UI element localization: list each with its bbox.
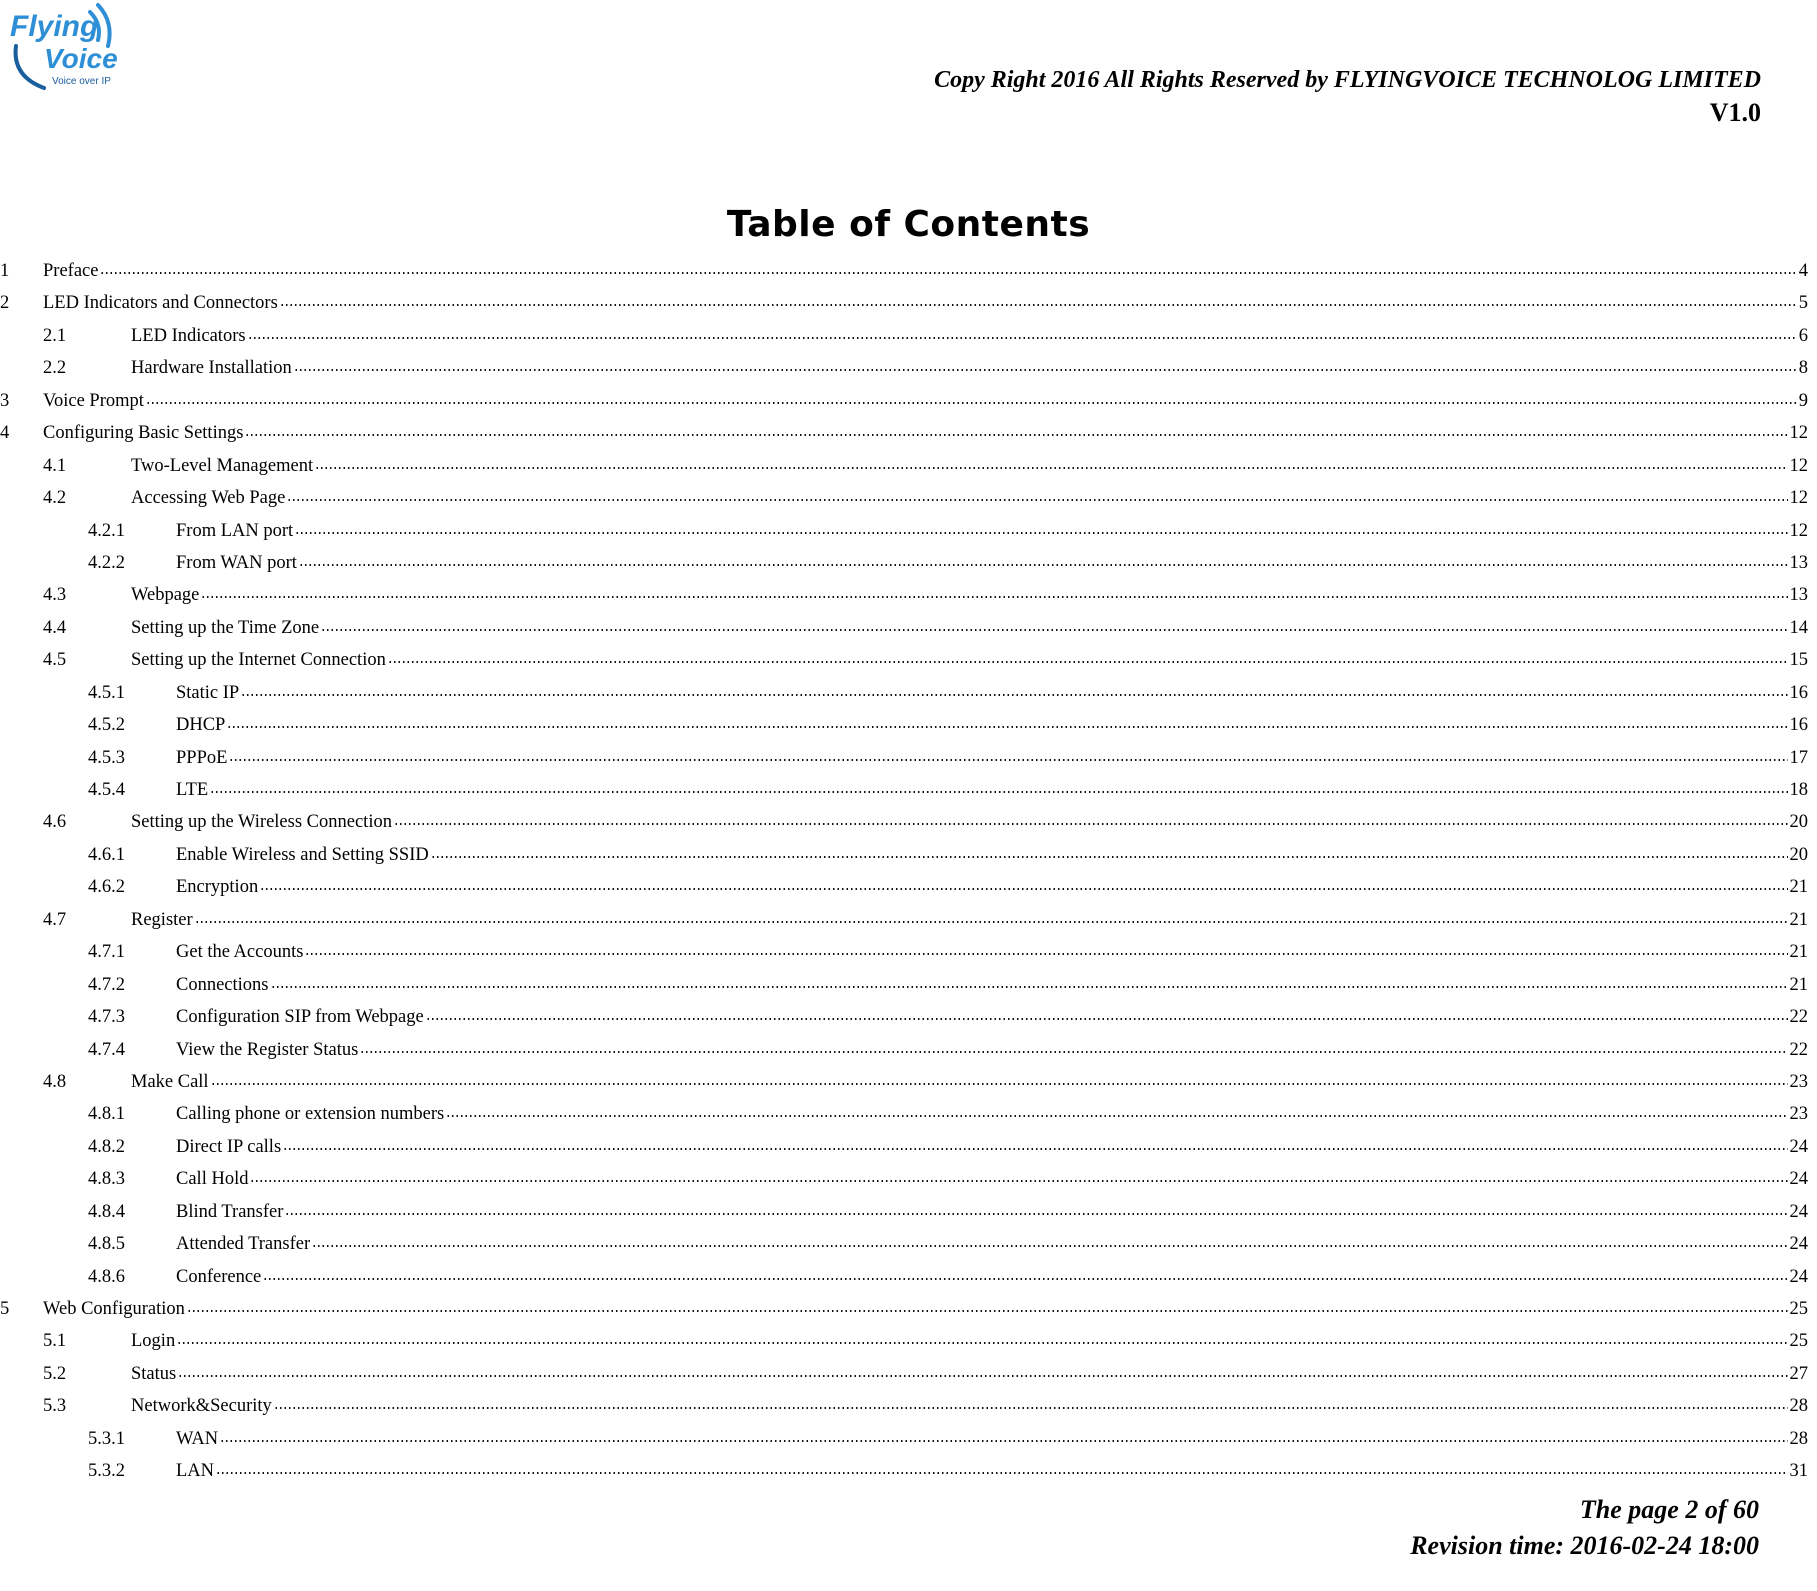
toc-entry-number: 2.1 <box>43 325 67 346</box>
toc-entry-label[interactable]: Encryption <box>176 877 259 898</box>
toc-entry-page[interactable]: 12 <box>1789 423 1808 444</box>
toc-entry-label[interactable]: Setting up the Internet Connection <box>131 650 386 671</box>
toc-entry-page[interactable]: 24 <box>1789 1169 1808 1190</box>
toc-dot-leader <box>211 1082 1788 1087</box>
toc-dot-leader <box>312 1244 1787 1249</box>
toc-entry[interactable] <box>0 1169 1808 1201</box>
toc-dot-leader <box>146 401 1797 406</box>
toc-entry[interactable] <box>0 812 1808 844</box>
toc-entry-number: 4.8.1 <box>88 1104 125 1125</box>
toc-entry-label[interactable]: Blind Transfer <box>176 1201 284 1222</box>
toc-entry-number: 3 <box>0 390 10 411</box>
toc-dot-leader <box>100 271 1796 276</box>
logo-word-voice: Voice <box>44 43 118 74</box>
toc-dot-leader <box>274 1406 1788 1411</box>
toc-entry-number: 5.3 <box>43 1396 67 1417</box>
toc-entry[interactable] <box>0 553 1808 585</box>
toc-entry-number: 2.2 <box>43 358 67 379</box>
toc-entry-number: 4.8.3 <box>88 1169 125 1190</box>
toc-entry[interactable] <box>0 910 1808 942</box>
toc-dot-leader <box>285 1212 1787 1217</box>
toc-entry[interactable] <box>0 780 1808 812</box>
toc-dot-leader <box>287 498 1787 503</box>
toc-entry-page[interactable]: 20 <box>1789 812 1808 833</box>
toc-entry-page[interactable]: 16 <box>1789 715 1808 736</box>
toc-entry[interactable] <box>0 877 1808 909</box>
toc-entry-number: 4.6.1 <box>88 844 125 865</box>
toc-entry-label[interactable]: Conference <box>176 1266 262 1287</box>
toc-entry-number: 4.5.2 <box>88 715 125 736</box>
toc-entry-label[interactable]: Static IP <box>176 682 240 703</box>
toc-entry-number: 4.8.5 <box>88 1234 125 1255</box>
page-info: The page 2 of 60 <box>1579 1495 1759 1524</box>
toc-entry-page[interactable]: 8 <box>1798 358 1808 379</box>
toc-entry-number: 4.5.3 <box>88 747 125 768</box>
toc-entry-label[interactable]: Attended Transfer <box>176 1234 311 1255</box>
toc-entry[interactable] <box>0 975 1808 1007</box>
document-footer <box>1410 1492 1759 1564</box>
toc-entry[interactable] <box>0 488 1808 520</box>
toc-entry-number: 4.7 <box>43 909 67 930</box>
toc-entry[interactable] <box>0 1072 1808 1104</box>
toc-entry-number: 4.7.1 <box>88 942 125 963</box>
toc-entry[interactable] <box>0 1331 1808 1363</box>
toc-entry-label[interactable]: WAN <box>176 1428 219 1449</box>
toc-entry-number: 5.1 <box>43 1331 67 1352</box>
toc-entry-number: 2 <box>0 293 10 314</box>
toc-entry-number: 4.5.4 <box>88 780 125 800</box>
toc-entry-label[interactable]: Enable Wireless and Setting SSID <box>176 844 429 865</box>
toc-entry-number: 5.3.2 <box>88 1461 125 1482</box>
toc-entry-label[interactable]: Voice Prompt <box>43 390 144 411</box>
toc-entry-number: 4.8.6 <box>88 1266 125 1287</box>
toc-entry-label[interactable]: Register <box>131 909 193 930</box>
toc-entry-page[interactable]: 31 <box>1789 1461 1808 1482</box>
toc-entry-number: 4 <box>0 423 10 444</box>
toc-dot-leader <box>388 660 1788 665</box>
toc-entry[interactable] <box>0 1299 1808 1331</box>
toc-dot-leader <box>178 1374 1787 1379</box>
toc-entry-number: 5.2 <box>43 1363 67 1384</box>
toc-entry-number: 4.5 <box>43 650 67 671</box>
toc-entry-page[interactable]: 24 <box>1789 1136 1808 1157</box>
toc-entry-label[interactable]: Get the Accounts <box>176 942 304 963</box>
table-of-contents <box>0 261 1808 1494</box>
toc-entry-page[interactable]: 21 <box>1789 877 1808 898</box>
toc-entry-page[interactable]: 24 <box>1789 1201 1808 1222</box>
toc-entry[interactable] <box>0 358 1808 390</box>
toc-entry-page[interactable]: 25 <box>1789 1331 1808 1352</box>
toc-dot-leader <box>315 466 1787 471</box>
toc-entry-number: 4.2.1 <box>88 520 125 541</box>
toc-entry-page[interactable]: 23 <box>1789 1104 1808 1125</box>
toc-entry-label[interactable]: Setting up the Wireless Connection <box>131 812 392 833</box>
toc-dot-leader <box>280 303 1797 308</box>
toc-entry[interactable] <box>0 1104 1808 1136</box>
toc-entry-number: 4.8 <box>43 1071 67 1092</box>
toc-entry-page[interactable]: 13 <box>1789 552 1808 573</box>
toc-entry[interactable] <box>0 1040 1808 1072</box>
toc-dot-leader <box>201 595 1787 600</box>
toc-entry[interactable] <box>0 942 1808 974</box>
toc-entry[interactable] <box>0 261 1808 293</box>
toc-entry[interactable] <box>0 1137 1808 1169</box>
toc-entry-label[interactable]: Make Call <box>131 1071 209 1092</box>
toc-dot-leader <box>177 1341 1787 1346</box>
toc-dot-leader <box>360 1050 1787 1055</box>
toc-entry-label[interactable]: Direct IP calls <box>176 1136 282 1157</box>
toc-entry-page[interactable]: 4 <box>1798 261 1808 281</box>
toc-dot-leader <box>426 1017 1788 1022</box>
toc-entry-page[interactable]: 17 <box>1789 747 1808 768</box>
toc-entry-label[interactable]: Accessing Web Page <box>131 488 286 509</box>
toc-entry-number: 4.3 <box>43 585 67 606</box>
toc-entry[interactable] <box>0 391 1808 423</box>
toc-entry-label[interactable]: LED Indicators and Connectors <box>43 293 278 314</box>
toc-entry-label[interactable]: Web Configuration <box>43 1299 185 1319</box>
toc-entry-number: 4.7.2 <box>88 974 125 995</box>
toc-entry[interactable] <box>0 650 1808 682</box>
toc-dot-leader <box>431 855 1788 860</box>
toc-dot-leader <box>245 433 1787 438</box>
toc-entry-number: 4.4 <box>43 617 67 638</box>
toc-entry-label[interactable]: Configuration SIP from Webpage <box>176 1007 424 1028</box>
logo-word-flying: Flying <box>10 10 99 43</box>
toc-entry-page[interactable]: 20 <box>1789 844 1808 865</box>
toc-entry-page[interactable]: 21 <box>1789 942 1808 963</box>
toc-entry[interactable] <box>0 1396 1808 1428</box>
toc-entry-page[interactable]: 12 <box>1789 455 1808 476</box>
toc-entry-number: 4.2 <box>43 488 67 509</box>
toc-entry-number: 4.7.3 <box>88 1007 125 1028</box>
toc-entry-page[interactable]: 21 <box>1789 909 1808 930</box>
toc-entry-label[interactable]: LED Indicators <box>131 325 246 346</box>
revision-time: Revision time: 2016-02-24 18:00 <box>1410 1531 1759 1560</box>
toc-entry[interactable] <box>0 1007 1808 1039</box>
toc-dot-leader <box>260 887 1787 892</box>
toc-entry-label[interactable]: PPPoE <box>176 747 228 768</box>
toc-entry-page[interactable]: 28 <box>1789 1428 1808 1449</box>
toc-dot-leader <box>295 531 1787 536</box>
toc-entry[interactable] <box>0 1234 1808 1266</box>
toc-entry[interactable] <box>0 1267 1808 1299</box>
toc-entry-page[interactable]: 22 <box>1789 1007 1808 1028</box>
toc-entry-label[interactable]: Hardware Installation <box>131 358 292 379</box>
toc-dot-leader <box>227 725 1787 730</box>
toc-dot-leader <box>216 1471 1787 1476</box>
toc-entry-number: 4.8.2 <box>88 1136 125 1157</box>
toc-entry-page[interactable]: 28 <box>1789 1396 1808 1417</box>
toc-entry-number: 4.2.2 <box>88 552 125 573</box>
toc-dot-leader <box>299 563 1788 568</box>
document-version: V1.0 <box>1709 98 1761 127</box>
toc-entry-page[interactable]: 13 <box>1789 585 1808 606</box>
toc-entry-page[interactable]: 18 <box>1789 780 1808 800</box>
toc-entry-label[interactable]: Connections <box>176 974 269 995</box>
toc-entry[interactable] <box>0 1364 1808 1396</box>
toc-dot-leader <box>446 1114 1787 1119</box>
toc-entry-number: 5 <box>0 1299 10 1319</box>
toc-entry[interactable] <box>0 1461 1808 1493</box>
toc-dot-leader <box>271 985 1788 990</box>
toc-entry[interactable] <box>0 618 1808 650</box>
toc-entry-page[interactable]: 5 <box>1798 293 1808 314</box>
toc-dot-leader <box>248 336 1797 341</box>
toc-entry[interactable] <box>0 521 1808 553</box>
toc-entry-label[interactable]: LAN <box>176 1461 215 1482</box>
toc-entry-page[interactable]: 22 <box>1789 1039 1808 1060</box>
toc-entry-page[interactable]: 14 <box>1789 617 1808 638</box>
toc-entry-label[interactable]: LTE <box>176 780 209 800</box>
toc-entry-label[interactable]: Status <box>131 1363 177 1384</box>
toc-entry-label[interactable]: From WAN port <box>176 552 297 573</box>
toc-dot-leader <box>305 952 1787 957</box>
toc-entry-page[interactable]: 25 <box>1789 1299 1808 1319</box>
toc-entry[interactable] <box>0 423 1808 455</box>
toc-entry[interactable] <box>0 1202 1808 1234</box>
toc-entry-number: 4.5.1 <box>88 682 125 703</box>
toc-entry[interactable] <box>0 585 1808 617</box>
flyingvoice-logo <box>8 2 120 94</box>
toc-entry-page[interactable]: 12 <box>1789 520 1808 541</box>
toc-entry-label[interactable]: Preface <box>43 261 99 281</box>
toc-dot-leader <box>394 822 1788 827</box>
toc-dot-leader <box>229 758 1787 763</box>
toc-entry[interactable] <box>0 456 1808 488</box>
toc-entry[interactable] <box>0 748 1808 780</box>
toc-entry[interactable] <box>0 1429 1808 1461</box>
toc-entry-page[interactable]: 16 <box>1789 682 1808 703</box>
toc-entry-label[interactable]: Webpage <box>131 585 200 606</box>
toc-dot-leader <box>321 628 1787 633</box>
logo-swoosh <box>16 46 44 88</box>
toc-entry-page[interactable]: 27 <box>1789 1363 1808 1384</box>
toc-entry-label[interactable]: Network&Security <box>131 1396 272 1417</box>
toc-dot-leader <box>294 368 1797 373</box>
toc-entry-number: 1 <box>0 261 10 281</box>
toc-dot-leader <box>250 1179 1787 1184</box>
logo-tagline: Voice over IP <box>52 76 111 87</box>
toc-entry-page[interactable]: 23 <box>1789 1071 1808 1092</box>
toc-entry-page[interactable]: 12 <box>1789 488 1808 509</box>
toc-title: Table of Contents <box>726 204 1091 245</box>
toc-dot-leader <box>241 693 1787 698</box>
toc-entry[interactable] <box>0 683 1808 715</box>
toc-dot-leader <box>263 1277 1787 1282</box>
toc-entry-label[interactable]: Call Hold <box>176 1169 249 1190</box>
toc-entry[interactable] <box>0 845 1808 877</box>
toc-entry-number: 4.6 <box>43 812 67 833</box>
toc-entry-page[interactable]: 9 <box>1798 390 1808 411</box>
toc-dot-leader <box>283 1147 1787 1152</box>
toc-entry-label[interactable]: Two-Level Management <box>131 455 314 476</box>
toc-entry-page[interactable]: 6 <box>1798 325 1808 346</box>
toc-entry-page[interactable]: 24 <box>1789 1266 1808 1287</box>
toc-entry-label[interactable]: DHCP <box>176 715 226 736</box>
toc-entry-number: 4.1 <box>43 455 67 476</box>
toc-entry-label[interactable]: View the Register Status <box>176 1039 359 1060</box>
toc-entry-number: 5.3.1 <box>88 1428 125 1449</box>
toc-dot-leader <box>187 1309 1788 1314</box>
toc-entry-page[interactable]: 21 <box>1789 974 1808 995</box>
toc-entry-number: 4.8.4 <box>88 1201 125 1222</box>
toc-entry-label[interactable]: Calling phone or extension numbers <box>176 1104 445 1125</box>
toc-dot-leader <box>210 790 1787 795</box>
toc-entry-page[interactable]: 15 <box>1789 650 1808 671</box>
toc-entry[interactable] <box>0 293 1808 325</box>
toc-dot-leader <box>195 920 1788 925</box>
document-header <box>934 64 1761 130</box>
toc-entry-label[interactable]: Setting up the Time Zone <box>131 617 320 638</box>
toc-entry[interactable] <box>0 715 1808 747</box>
toc-entry-page[interactable]: 24 <box>1789 1234 1808 1255</box>
toc-entry-number: 4.6.2 <box>88 877 125 898</box>
toc-dot-leader <box>220 1439 1787 1444</box>
toc-entry[interactable] <box>0 326 1808 358</box>
toc-entry-label[interactable]: Login <box>131 1331 176 1352</box>
toc-entry-label[interactable]: Configuring Basic Settings <box>43 423 244 444</box>
toc-entry-number: 4.7.4 <box>88 1039 125 1060</box>
toc-entry-label[interactable]: From LAN port <box>176 520 294 541</box>
copyright-notice: Copy Right 2016 All Rights Reserved by FLYINGVOICE TECHNOLOG LIMITED <box>934 67 1761 93</box>
